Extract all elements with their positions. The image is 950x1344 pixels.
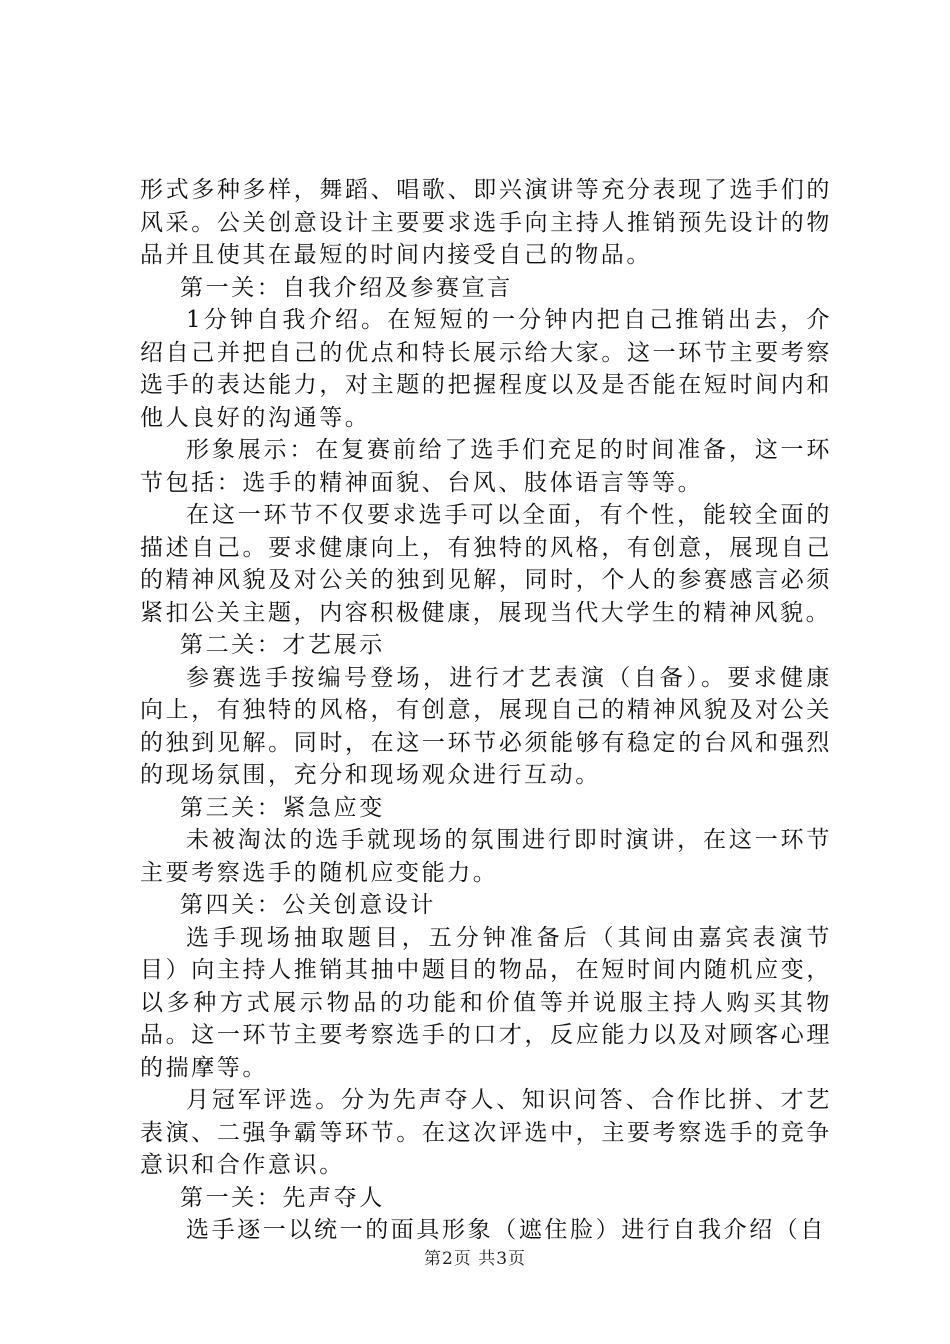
section-heading: 第四关：公关创意设计 — [180, 892, 436, 918]
page-footer: 第2页 共3页 — [423, 1249, 527, 1269]
body-paragraph: 选手逐一以统一的面具形象（遮住脸）进行自我介绍（自 — [186, 1217, 826, 1243]
section-heading: 第一关：先声夺人 — [180, 1184, 385, 1211]
body-paragraph: 1分钟自我介绍。在短短的一分钟内把自己推销出去，介绍自己并把自己的优点和特长展示给大家。这一环节主要考察选手的表达能力，对主题的把握程度以及是否能在短时间内和他人良好的沟通等。 — [140, 307, 832, 431]
section-heading: 第三关：紧急应变 — [180, 794, 385, 821]
section-heading: 第二关：才艺展示 — [180, 632, 385, 658]
body-paragraph: 选手现场抽取题目，五分钟准备后（其间由嘉宾表演节目）向主持人推销其抽中题目的物品，在短时间内随机应变，以多种方式展示物品的功能和价值等并说服主持人购买其物品。这一环节主要考察选手的口才，反应能力以及对顾客心理的揣摩等。 — [140, 924, 832, 1081]
body-paragraph: 未被淘汰的选手就现场的氛围进行即时演讲，在这一环节主要考察选手的随机应变能力。 — [140, 827, 832, 886]
body-paragraph: 形式多种多样，舞蹈、唱歌、即兴演讲等充分表现了选手们的风采。公关创意设计主要要求选手向主持人推销预先设计的物品并且使其在最短的时间内接受自己的物品。 — [140, 177, 832, 268]
body-paragraph: 月冠军评选。分为先声夺人、知识问答、合作比拼、才艺表演、二强争霸等环节。在这次评选中，主要考察选手的竞争意识和合作意识。 — [140, 1087, 832, 1178]
section-heading: 第一关：自我介绍及参赛宣言 — [180, 274, 513, 301]
body-paragraph: 在这一环节不仅要求选手可以全面，有个性，能较全面的描述自己。要求健康向上，有独特的风格，有创意，展现自己的精神风貌及对公关的独到见解，同时，个人的参赛感言必须紧扣公关主题，内容积极健康，展现当代大学生的精神风貌。 — [140, 502, 832, 626]
document-body — [140, 174, 832, 1247]
body-paragraph: 形象展示：在复赛前给了选手们充足的时间准备，这一环节包括：选手的精神面貌、台风、肢体语言等等。 — [140, 437, 832, 496]
body-paragraph: 参赛选手按编号登场，进行才艺表演（自备）。要求健康向上，有独特的风格，有创意，展现自己的精神风貌及对公关的独到见解。同时，在这一环节必须能够有稳定的台风和强烈的现场氛围，充分和现场观众进行互动。 — [140, 664, 832, 788]
